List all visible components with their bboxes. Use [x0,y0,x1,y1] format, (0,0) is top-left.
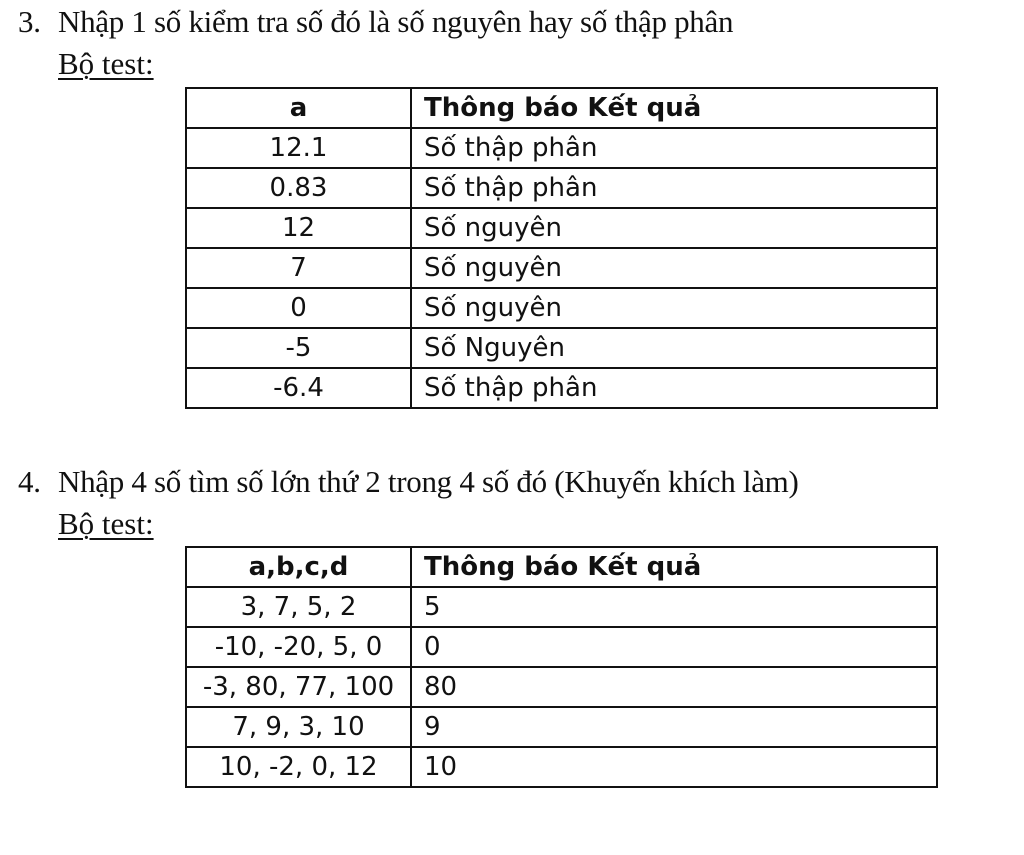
cell-result: Số nguyên [411,208,937,248]
exercise-3-number: 3. [18,4,41,39]
exercise-3-test-label: Bộ test: [58,46,154,81]
exercise-4-test-label: Bộ test: [58,506,154,541]
table-row [186,208,937,248]
column-header-input: a [186,88,411,128]
table-row [186,707,937,747]
table-row [186,747,937,787]
exercise-3-heading [18,2,733,42]
cell-input: -5 [186,328,411,368]
cell-input: 0 [186,288,411,328]
cell-input: 12 [186,208,411,248]
table-row [186,328,937,368]
table-row [186,667,937,707]
table-row [186,368,937,408]
cell-input: 0.83 [186,168,411,208]
cell-input: 12.1 [186,128,411,168]
table-row [186,168,937,208]
table-row [186,128,937,168]
cell-result: 10 [411,747,937,787]
cell-result: 9 [411,707,937,747]
cell-result: 5 [411,587,937,627]
table-header-row [186,88,937,128]
exercise-4-heading [18,462,798,502]
column-header-result: Thông báo Kết quả [411,547,937,587]
cell-result: Số thập phân [411,128,937,168]
exercise-4-title: Nhập 4 số tìm số lớn thứ 2 trong 4 số đó (Khuyến khích làm) [58,464,799,499]
table-row [186,587,937,627]
exercise-4-test-table [185,546,938,788]
exercise-3-title: Nhập 1 số kiểm tra số đó là số nguyên hay số thập phân [58,4,734,39]
cell-input: 7 [186,248,411,288]
table-row [186,248,937,288]
cell-result: Số nguyên [411,248,937,288]
cell-result: Số nguyên [411,288,937,328]
cell-input: 10, -2, 0, 12 [186,747,411,787]
cell-input: -10, -20, 5, 0 [186,627,411,667]
cell-input: -6.4 [186,368,411,408]
cell-result: Số thập phân [411,368,937,408]
cell-result: Số thập phân [411,168,937,208]
exercise-4-number: 4. [18,464,41,499]
cell-input: 7, 9, 3, 10 [186,707,411,747]
cell-result: 0 [411,627,937,667]
table-header-row [186,547,937,587]
table-row [186,288,937,328]
table-row [186,627,937,667]
cell-result: Số Nguyên [411,328,937,368]
column-header-input: a,b,c,d [186,547,411,587]
cell-input: 3, 7, 5, 2 [186,587,411,627]
cell-result: 80 [411,667,937,707]
exercise-3-test-table [185,87,938,409]
column-header-result: Thông báo Kết quả [411,88,937,128]
cell-input: -3, 80, 77, 100 [186,667,411,707]
